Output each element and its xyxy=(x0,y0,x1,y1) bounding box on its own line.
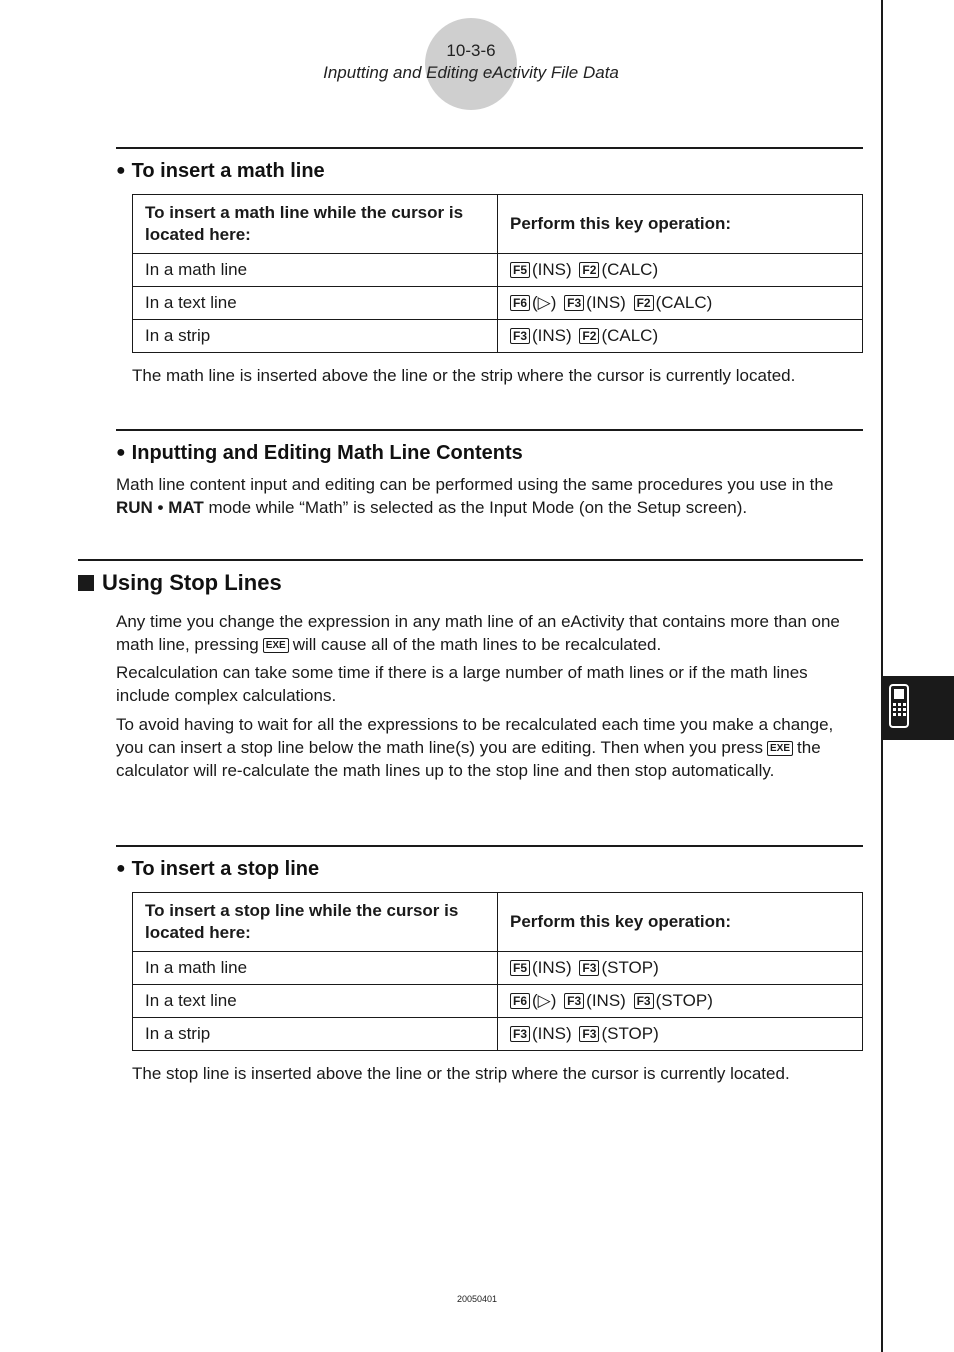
row-operation: F6 (▷) F3 (INS) F3 (STOP) xyxy=(498,985,863,1018)
section-heading-using-stop-lines: Using Stop Lines xyxy=(78,570,282,596)
table-row xyxy=(133,1018,863,1051)
square-bullet-icon xyxy=(78,575,94,591)
f2-key-icon: F2 xyxy=(579,262,599,278)
row-location: In a math line xyxy=(133,952,498,985)
f3-key-icon: F3 xyxy=(510,1026,530,1042)
row-location: In a strip xyxy=(133,320,498,353)
f3-key-icon: F3 xyxy=(564,993,584,1009)
stop-lines-paragraph-2: Recalculation can take some time if there is a large number of math lines or if the math lines include complex calculations. xyxy=(116,663,808,705)
table-header-row xyxy=(133,195,863,254)
section-divider xyxy=(116,845,863,847)
stop-lines-paragraph-3: To avoid having to wait for all the expressions to be recalculated each time you make a change, you can insert a stop line below the math line(s) you are editing. Then when you press EXE the calculator will re-calculate the math lines up to the stop line and then stop automatically. xyxy=(116,715,834,780)
f2-key-icon: F2 xyxy=(579,328,599,344)
f5-key-icon: F5 xyxy=(510,262,530,278)
table-header-row xyxy=(133,893,863,952)
f6-key-icon: F6 xyxy=(510,993,530,1009)
exe-key-icon: EXE xyxy=(263,638,289,653)
row-location: In a text line xyxy=(133,287,498,320)
f5-key-icon: F5 xyxy=(510,960,530,976)
f3-key-icon: F3 xyxy=(634,993,654,1009)
section-heading-insert-math-line: ● To insert a math line xyxy=(116,160,325,182)
page-number: 10-3-6 xyxy=(446,41,496,60)
math-line-key-table xyxy=(132,194,863,353)
run-mat-mode-name: RUN • MAT xyxy=(116,498,204,517)
f3-key-icon: F3 xyxy=(564,295,584,311)
stop-line-key-table xyxy=(132,892,863,1051)
table-row xyxy=(133,254,863,287)
stop-lines-paragraph-1: Any time you change the expression in any math line of an eActivity that contains more than one math line, pressing EXE will cause all of the math lines to be recalculated. xyxy=(116,612,840,654)
calculator-icon xyxy=(889,684,909,728)
column-header-operation: Perform this key operation: xyxy=(498,893,863,952)
row-operation: F6 (▷) F3 (INS) F2 (CALC) xyxy=(498,287,863,320)
row-location: In a text line xyxy=(133,985,498,1018)
column-header-location: To insert a stop line while the cursor is located here: xyxy=(133,893,498,952)
footer-code: 20050401 xyxy=(456,1294,498,1304)
row-location: In a math line xyxy=(133,254,498,287)
f6-key-icon: F6 xyxy=(510,295,530,311)
f3-key-icon: F3 xyxy=(510,328,530,344)
f2-key-icon: F2 xyxy=(634,295,654,311)
row-operation: F3 (INS) F3 (STOP) xyxy=(498,1018,863,1051)
row-operation: F5 (INS) F3 (STOP) xyxy=(498,952,863,985)
row-operation: F3 (INS) F2 (CALC) xyxy=(498,320,863,353)
stop-line-note: The stop line is inserted above the line or the strip where the cursor is currently located. xyxy=(132,1064,790,1083)
table-row xyxy=(133,952,863,985)
table-row xyxy=(133,287,863,320)
section-divider xyxy=(78,559,863,561)
section-heading-math-line-contents: ● Inputting and Editing Math Line Contents xyxy=(116,442,523,464)
f3-key-icon: F3 xyxy=(579,1026,599,1042)
column-header-location: To insert a math line while the cursor is located here: xyxy=(133,195,498,254)
row-location: In a strip xyxy=(133,1018,498,1051)
section-heading-insert-stop-line: ● To insert a stop line xyxy=(116,858,320,880)
section-divider xyxy=(116,147,863,149)
page-subtitle: Inputting and Editing eActivity File Data xyxy=(323,63,619,82)
section-divider xyxy=(116,429,863,431)
f3-key-icon: F3 xyxy=(579,960,599,976)
column-header-operation: Perform this key operation: xyxy=(498,195,863,254)
exe-key-icon: EXE xyxy=(767,741,793,756)
table-row xyxy=(133,320,863,353)
math-line-contents-paragraph: Math line content input and editing can be performed using the same procedures you use in the RUN • MAT mode while “Math” is selected as the Input Mode (on the Setup screen). xyxy=(116,475,834,517)
chapter-side-tab xyxy=(883,676,954,740)
row-operation: F5 (INS) F2 (CALC) xyxy=(498,254,863,287)
math-line-note: The math line is inserted above the line or the strip where the cursor is currently located. xyxy=(132,366,796,385)
table-row xyxy=(133,985,863,1018)
